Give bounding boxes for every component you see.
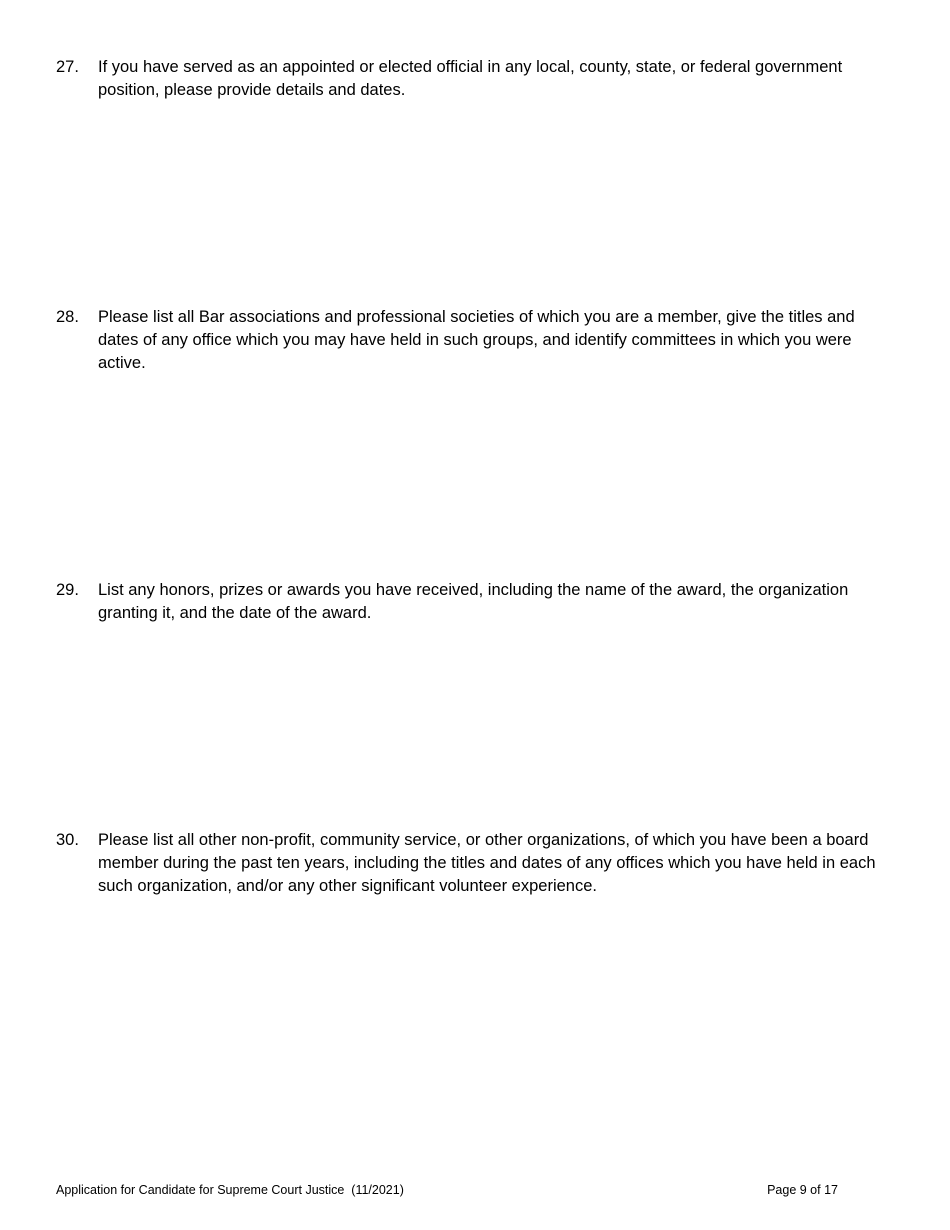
question-30 bbox=[56, 829, 896, 898]
question-number: 29. bbox=[56, 581, 79, 599]
footer-page-number: Page 9 of 17 bbox=[767, 1183, 838, 1197]
question-text: Please list all Bar associations and professional societies of which you are a member, give the titles and dates of any office which you may have held in such groups, and identify committees in which you were active. bbox=[98, 308, 855, 372]
page-footer bbox=[56, 1182, 838, 1198]
question-29 bbox=[56, 579, 896, 625]
question-text: List any honors, prizes or awards you have received, including the name of the award, the organization granting it, and the date of the award. bbox=[98, 581, 849, 622]
question-27 bbox=[56, 56, 896, 102]
question-28 bbox=[56, 306, 896, 375]
question-text: If you have served as an appointed or elected official in any local, county, state, or federal government position, please provide details and dates. bbox=[98, 58, 843, 99]
footer-document-title: Application for Candidate for Supreme Court Justice (11/2021) bbox=[56, 1183, 404, 1197]
question-number: 28. bbox=[56, 308, 79, 326]
question-text: Please list all other non-profit, community service, or other organizations, of which you have been a board member during the past ten years, including the titles and dates of any offices which you have held in each such organization, and/or any other significant volunteer experience. bbox=[98, 831, 876, 895]
question-number: 27. bbox=[56, 58, 79, 76]
question-number: 30. bbox=[56, 831, 79, 849]
